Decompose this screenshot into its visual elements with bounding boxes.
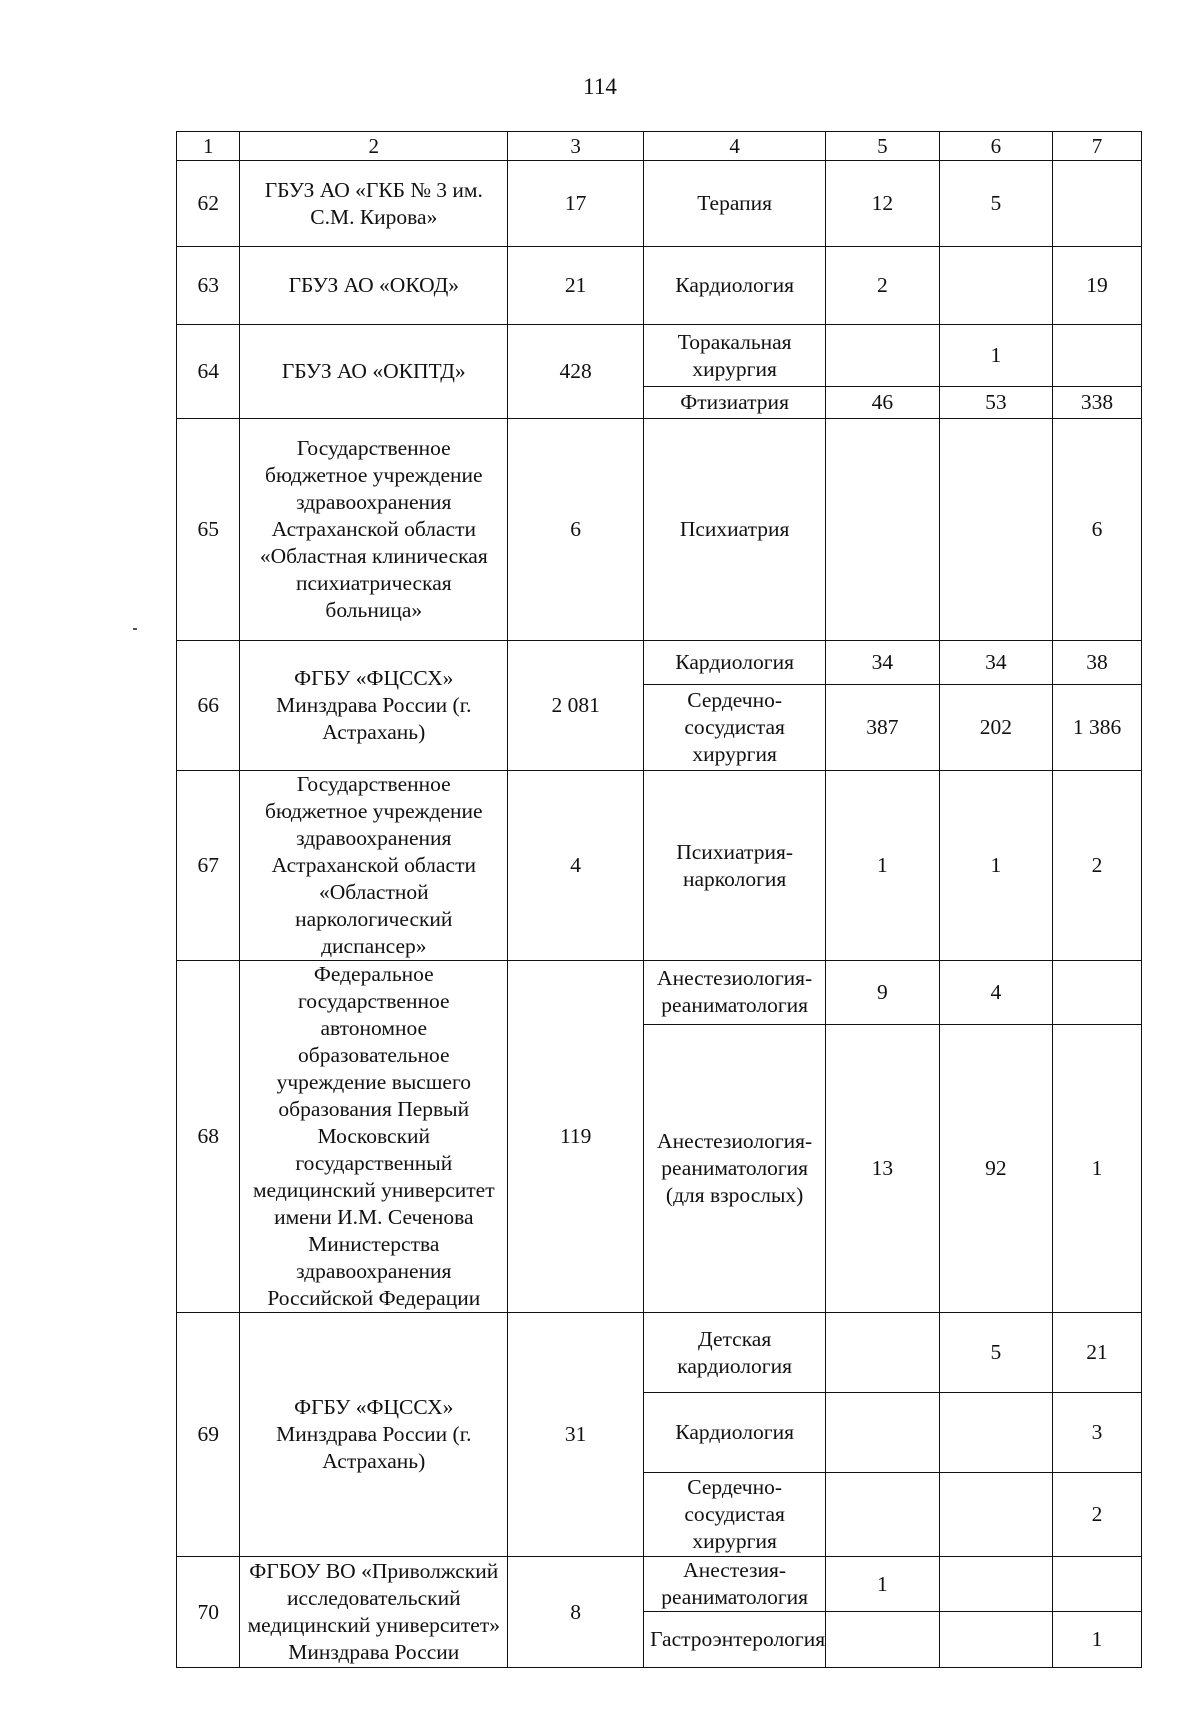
value-cell-col5: 1	[826, 1557, 939, 1612]
profile-cell: Сердечно-сосудистая хирургия	[644, 685, 826, 771]
profile-cell: Анестезиология-реаниматология	[644, 961, 826, 1025]
value-cell-col7: 1	[1053, 1024, 1142, 1312]
value-cell-col6: 1	[939, 325, 1052, 387]
profile-cell: Сердечно-сосудистая хирургия	[644, 1473, 826, 1557]
total-cell: 8	[508, 1557, 644, 1668]
value-cell-col7: 1 386	[1053, 685, 1142, 771]
value-cell-col5	[826, 325, 939, 387]
organization-cell: ГБУЗ АО «ОКПТД»	[240, 325, 508, 419]
organization-cell: Государственное бюджетное учреждение здравоохранения Астраханской области «Областной наркологический диспансер»	[240, 771, 508, 961]
value-cell-col5	[826, 1313, 939, 1393]
row-number-cell: 68	[177, 961, 240, 1313]
table-row	[177, 1313, 1142, 1393]
scan-speck	[133, 628, 137, 630]
value-cell-col7: 38	[1053, 641, 1142, 685]
row-number-cell: 69	[177, 1313, 240, 1557]
table-row	[177, 1557, 1142, 1612]
value-cell-col6: 5	[939, 161, 1052, 247]
profile-cell: Терапия	[644, 161, 826, 247]
value-cell-col6: 53	[939, 387, 1052, 419]
table-row	[177, 961, 1142, 1025]
value-cell-col6: 5	[939, 1313, 1052, 1393]
profile-cell: Кардиология	[644, 1393, 826, 1473]
value-cell-col6	[939, 1393, 1052, 1473]
value-cell-col6: 4	[939, 961, 1052, 1025]
organization-cell: ГБУЗ АО «ОКОД»	[240, 247, 508, 325]
value-cell-col5: 12	[826, 161, 939, 247]
row-number-cell: 67	[177, 771, 240, 961]
value-cell-col5: 1	[826, 771, 939, 961]
total-cell: 428	[508, 325, 644, 419]
column-header: 4	[644, 132, 826, 161]
column-header: 2	[240, 132, 508, 161]
value-cell-col7: 6	[1053, 419, 1142, 641]
profile-cell: Гастроэнтерология	[644, 1612, 826, 1668]
column-header: 5	[826, 132, 939, 161]
header-row	[177, 132, 1142, 161]
profile-cell: Анестезиология-реаниматология (для взрослых)	[644, 1024, 826, 1312]
table-row	[177, 247, 1142, 325]
value-cell-col7: 2	[1053, 771, 1142, 961]
organization-cell: ФГБУ «ФЦССХ» Минздрава России (г. Астрахань)	[240, 641, 508, 771]
value-cell-col6	[939, 247, 1052, 325]
row-number-cell: 65	[177, 419, 240, 641]
value-cell-col5: 13	[826, 1024, 939, 1312]
column-header: 3	[508, 132, 644, 161]
profile-cell: Фтизиатрия	[644, 387, 826, 419]
value-cell-col7: 2	[1053, 1473, 1142, 1557]
profile-cell: Анестезия-реаниматология	[644, 1557, 826, 1612]
value-cell-col6	[939, 1557, 1052, 1612]
value-cell-col7	[1053, 1557, 1142, 1612]
column-header: 1	[177, 132, 240, 161]
total-cell: 21	[508, 247, 644, 325]
row-number-cell: 62	[177, 161, 240, 247]
value-cell-col6	[939, 419, 1052, 641]
hospital-table	[176, 131, 1142, 1668]
value-cell-col7: 19	[1053, 247, 1142, 325]
column-header: 7	[1053, 132, 1142, 161]
table-row	[177, 419, 1142, 641]
total-cell: 17	[508, 161, 644, 247]
profile-cell: Кардиология	[644, 247, 826, 325]
column-header: 6	[939, 132, 1052, 161]
value-cell-col6: 92	[939, 1024, 1052, 1312]
value-cell-col7	[1053, 325, 1142, 387]
value-cell-col6	[939, 1612, 1052, 1668]
value-cell-col7: 21	[1053, 1313, 1142, 1393]
table-row	[177, 641, 1142, 685]
table-row	[177, 771, 1142, 961]
value-cell-col5	[826, 1612, 939, 1668]
profile-cell: Кардиология	[644, 641, 826, 685]
value-cell-col5: 34	[826, 641, 939, 685]
value-cell-col7: 338	[1053, 387, 1142, 419]
value-cell-col5	[826, 419, 939, 641]
value-cell-col6: 202	[939, 685, 1052, 771]
value-cell-col7	[1053, 161, 1142, 247]
value-cell-col6: 1	[939, 771, 1052, 961]
value-cell-col7	[1053, 961, 1142, 1025]
organization-cell: Государственное бюджетное учреждение здравоохранения Астраханской области «Областная клиническая психиатрическая больница»	[240, 419, 508, 641]
row-number-cell: 63	[177, 247, 240, 325]
value-cell-col5: 2	[826, 247, 939, 325]
row-number-cell: 64	[177, 325, 240, 419]
value-cell-col5: 9	[826, 961, 939, 1025]
total-cell: 119	[508, 961, 644, 1313]
table-row	[177, 161, 1142, 247]
organization-cell: Федеральное государственное автономное образовательное учреждение высшего образования Первый Московский государственный медицинский университет имени И.М. Сеченова Министерства здравоохранения Российской Федерации	[240, 961, 508, 1313]
profile-cell: Психиатрия	[644, 419, 826, 641]
organization-cell: ГБУЗ АО «ГКБ № 3 им. С.М. Кирова»	[240, 161, 508, 247]
profile-cell: Психиатрия-наркология	[644, 771, 826, 961]
profile-cell: Торакальная хирургия	[644, 325, 826, 387]
value-cell-col5: 46	[826, 387, 939, 419]
value-cell-col5: 387	[826, 685, 939, 771]
value-cell-col5	[826, 1393, 939, 1473]
profile-cell: Детская кардиология	[644, 1313, 826, 1393]
table-row	[177, 325, 1142, 387]
total-cell: 31	[508, 1313, 644, 1557]
total-cell: 6	[508, 419, 644, 641]
value-cell-col6	[939, 1473, 1052, 1557]
value-cell-col7: 3	[1053, 1393, 1142, 1473]
total-cell: 2 081	[508, 641, 644, 771]
row-number-cell: 66	[177, 641, 240, 771]
organization-cell: ФГБУ «ФЦССХ» Минздрава России (г. Астрахань)	[240, 1313, 508, 1557]
page-number: 114	[583, 74, 617, 99]
total-cell: 4	[508, 771, 644, 961]
value-cell-col7: 1	[1053, 1612, 1142, 1668]
value-cell-col5	[826, 1473, 939, 1557]
value-cell-col6: 34	[939, 641, 1052, 685]
row-number-cell: 70	[177, 1557, 240, 1668]
organization-cell: ФГБОУ ВО «Приволжский исследовательский медицинский университет» Минздрава России	[240, 1557, 508, 1668]
